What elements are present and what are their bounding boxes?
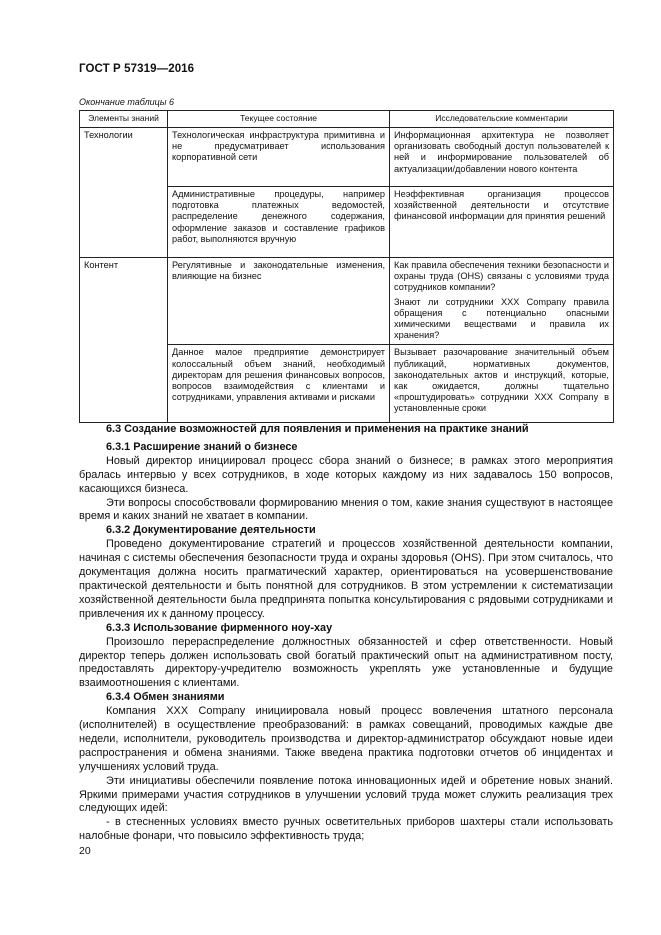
subsection-heading: 6.3.2 Документирование деятельности <box>106 524 316 537</box>
table-cell-current: Технологическая инфраструктура примитивна и не предусматривает использования корпоративной сети <box>168 128 390 187</box>
table-cell-element <box>80 345 168 423</box>
table-cell-comment: Информационная архитектура не позволяет организовать свободный доступ пользователей к ней и информирование пользователей об актуализации/добавлении нового контента <box>390 128 614 187</box>
column-header: Элементы знаний <box>80 111 168 128</box>
subsection-heading: 6.3.4 Обмен знаниями <box>106 691 225 704</box>
paragraph: Компания XXX Company инициировала новый процесс вовлечения штатного персонала (исполнителей) в осуществление преобразований: в рамках совещаний, проводимых каждые две недели, исполнители, руководитель производства и директор-администратор обсуждают новые идеи распространения и обмена знаниями. Также введена практика подготовки отчетов об инцидентах и улучшениях условий труда. <box>79 705 613 773</box>
paragraph: Новый директор инициировал процесс сбора знаний о бизнесе; в рамках этого мероприятия бралась интервью у всех сотрудников, в ходе которых каждому из них задавалось 150 вопросов, касающихся бизнеса. <box>79 454 613 495</box>
paragraph: Эти вопросы способствовали формированию мнения о том, какие знания существуют в настоящее время и каких знаний не хватает в компании. <box>79 496 613 523</box>
comment-paragraph: Как правила обеспечения техники безопасности и охраны труда (OHS) связаны с условиями труда сотрудников компании? <box>394 260 609 293</box>
document-header: ГОСТ Р 57319—2016 <box>79 63 195 75</box>
table-cell-current: Регулятивные и законодательные изменения, влияющие на бизнес <box>168 258 390 345</box>
table-row <box>80 187 614 258</box>
table-cell-comment: Неэффективная организация процессов хозяйственной деятельности и отсутствие финансовой информации для принятия решений <box>390 187 614 258</box>
page-number: 20 <box>79 845 91 857</box>
table-cell-element: Технологии <box>80 128 168 187</box>
table-cell-comment: Вызывает разочарование значительный объем публикаций, нормативных документов, законодательных актов и инструкций, которые, как ожидается, должны тщательно «проштудировать» сотрудники XXX Company в установленные сроки <box>390 345 614 423</box>
table-header-row <box>80 111 614 128</box>
paragraph: Произошло перераспределение должностных обязанностей и сфер ответственности. Новый директор теперь должен использовать свой богатый практический опыт на административном посту, предоставлять директору-учредителю возможность укреплять уже установленные и будущие взаимоотношения с клиентами. <box>79 635 613 690</box>
table-cell-element <box>80 187 168 258</box>
column-header: Исследовательские комментарии <box>390 111 614 128</box>
comment-paragraph: Знают ли сотрудники XXX Company правила обращения с потенциально опасными химическими веществами и правила их хранения? <box>394 296 609 341</box>
table-row <box>80 258 614 345</box>
main-content <box>79 423 613 844</box>
section-heading: 6.3 Создание возможностей для появления и применения на практике знаний <box>106 423 529 435</box>
table-caption: Окончание таблицы 6 <box>79 97 174 107</box>
paragraph: Проведено документирование стратегий и процессов хозяйственной деятельности компании, начиная с системы обеспечения безопасности труда и охраны здоровья (OHS). При этом считалось, что документация должна носить прагматический характер, ориентироваться на усовершенствование практической деятельности и быть понятной для сотрудников. В этом устремлении к систематизации хозяйственной деятельности была предпринята попытка консультирования с рядовыми сотрудниками и привлечения их к данному процессу. <box>79 538 613 620</box>
paragraph: - в стесненных условиях вместо ручных осветительных приборов шахтеры стали использовать налобные фонари, что повысило эффективность труда; <box>79 816 613 843</box>
table-cell-current: Административные процедуры, например подготовка платежных ведомостей, распределение денежного содержания, оформление заказов и составление графиков работ, выполняются вручную <box>168 187 390 258</box>
subsection-heading: 6.3.1 Расширение знаний о бизнесе <box>106 440 298 453</box>
table-row <box>80 345 614 423</box>
paragraph: Эти инициативы обеспечили появление потока инновационных идей и обретение новых знаний. Яркими примерами участия сотрудников в улучшении условий труда может служить реализация трех следующих идей: <box>79 774 613 815</box>
table-row <box>80 128 614 187</box>
table-cell-comment <box>390 258 614 345</box>
table-cell-element: Контент <box>80 258 168 345</box>
column-header: Текущее состояние <box>168 111 390 128</box>
knowledge-table <box>79 110 614 423</box>
table-cell-current: Данное малое предприятие демонстрирует колоссальный объем знаний, необходимый директорам для решения финансовых вопросов, вопросов взаимодействия с клиентами и сотрудниками, управления активами и рисками <box>168 345 390 423</box>
subsection-heading: 6.3.3 Использование фирменного ноу-хау <box>106 621 333 634</box>
